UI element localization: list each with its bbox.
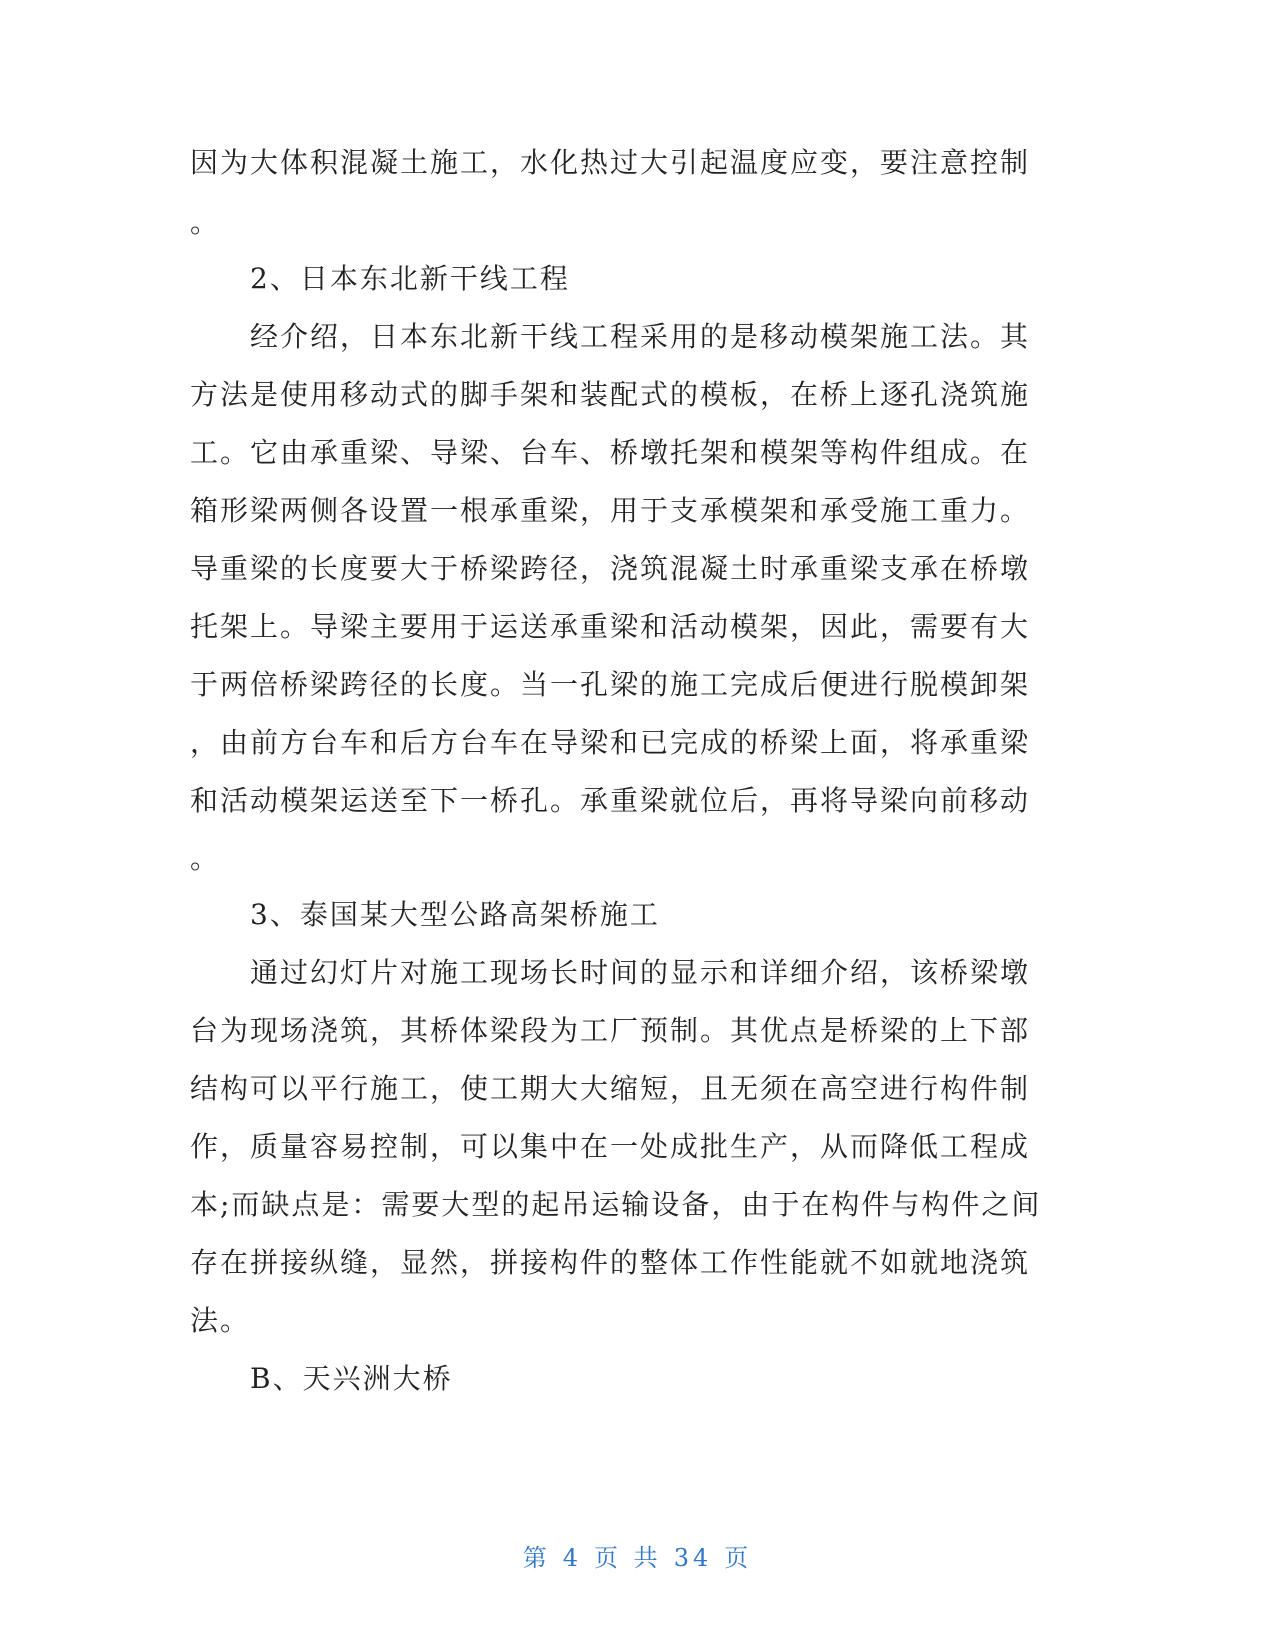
text-line: 托架上。导梁主要用于运送承重梁和活动模架，因此，需要有大: [190, 610, 1031, 643]
text-line: 本;而缺点是：需要大型的起吊运输设备，由于在构件与构件之间: [190, 1188, 1042, 1221]
text-line: 和活动模架运送至下一桥孔。承重梁就位后，再将导梁向前移动: [190, 784, 1031, 817]
current-page-number: 4: [562, 1544, 583, 1572]
total-pages-number: 34: [673, 1544, 713, 1572]
text-line: 导重梁的长度要大于桥梁跨径，浇筑混凝土时承重梁支承在桥墩: [190, 552, 1031, 585]
text-line: 。: [190, 842, 221, 875]
text-line: 。: [190, 206, 221, 239]
section-heading: 2、日本东北新干线工程: [250, 262, 570, 295]
footer-prefix: 第: [522, 1544, 551, 1572]
text-line: 箱形梁两侧各设置一根承重梁，用于支承模架和承受施工重力。: [190, 494, 1031, 527]
text-line: 方法是使用移动式的脚手架和装配式的模板，在桥上逐孔浇筑施: [190, 378, 1031, 411]
section-heading: B、天兴洲大桥: [250, 1362, 453, 1395]
text-line: 存在拼接纵缝，显然，拼接构件的整体工作性能就不如就地浇筑: [190, 1246, 1031, 1279]
text-line: 因为大体积混凝土施工，水化热过大引起温度应变，要注意控制: [190, 146, 1031, 179]
footer-middle: 页 共: [594, 1544, 662, 1572]
text-line: 法。: [190, 1304, 251, 1337]
section-heading: 3、泰国某大型公路高架桥施工: [250, 898, 660, 931]
page-footer: [0, 1538, 1275, 1573]
text-line: 台为现场浇筑，其桥体梁段为工厂预制。其优点是桥梁的上下部: [190, 1014, 1031, 1047]
text-line: 结构可以平行施工，使工期大大缩短，且无须在高空进行构件制: [190, 1072, 1031, 1105]
text-line: 经介绍，日本东北新干线工程采用的是移动模架施工法。其: [250, 320, 1031, 353]
text-line: ，由前方台车和后方台车在导梁和已完成的桥梁上面，将承重梁: [190, 726, 1031, 759]
text-line: 工。它由承重梁、导梁、台车、桥墩托架和模架等构件组成。在: [190, 436, 1031, 469]
text-line: 通过幻灯片对施工现场长时间的显示和详细介绍，该桥梁墩: [250, 956, 1031, 989]
text-line: 于两倍桥梁跨径的长度。当一孔梁的施工完成后便进行脱模卸架: [190, 668, 1031, 701]
footer-suffix: 页: [724, 1544, 753, 1572]
text-line: 作，质量容易控制，可以集中在一处成批生产，从而降低工程成: [190, 1130, 1031, 1163]
